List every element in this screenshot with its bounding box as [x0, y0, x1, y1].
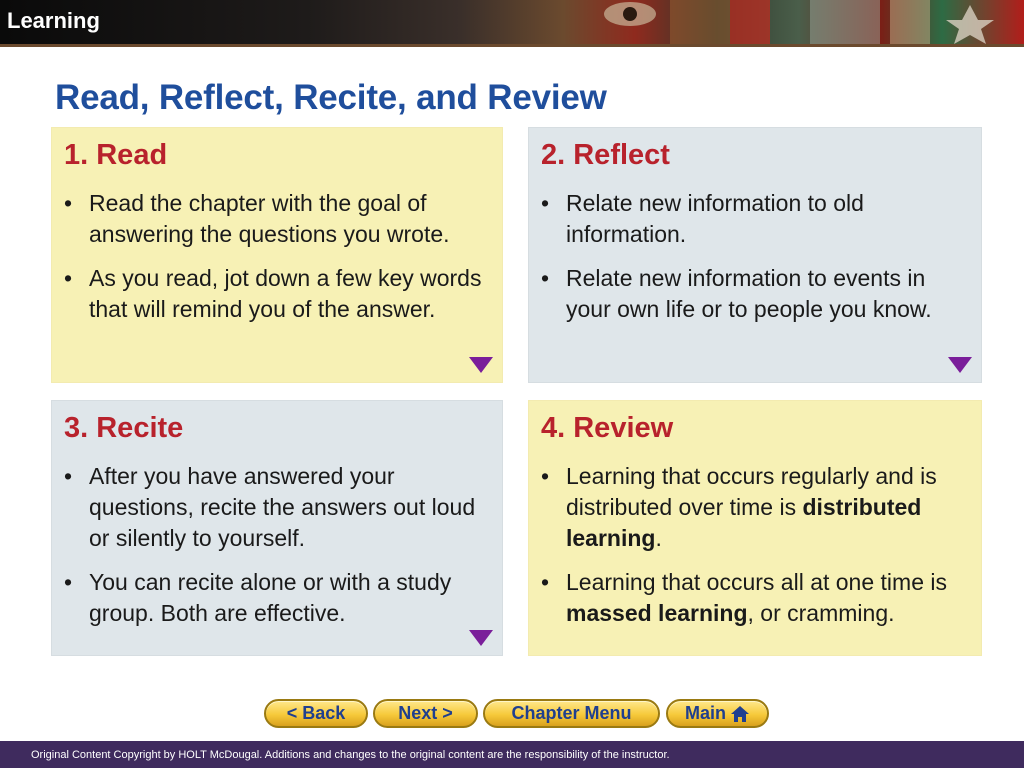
panel-read [51, 127, 503, 383]
list-item [541, 567, 969, 629]
bullet-text: As you read, jot down a few key words that will remind you of the answer. [89, 265, 482, 322]
bullet-marker: • [64, 265, 73, 291]
chapter-menu-button[interactable] [483, 699, 660, 728]
panel-heading: 4. Review [541, 412, 674, 444]
main-button[interactable] [666, 699, 769, 728]
bullet-text-end: . [655, 525, 662, 551]
bullet-text: Relate new information to events in your own life or to people you know. [566, 265, 932, 322]
back-button-label: < Back [286, 703, 346, 723]
bullet-marker: • [64, 463, 73, 489]
chapter-menu-label: Chapter Menu [511, 703, 632, 723]
list-item [64, 567, 490, 629]
bullet-list [541, 461, 969, 629]
bullet-text: Learning that occurs all at one time is [566, 569, 947, 595]
bullet-marker: • [64, 569, 73, 595]
panel-heading: 1. Read [64, 139, 168, 171]
bullet-list [64, 461, 490, 629]
page-title: Read, Reflect, Recite, and Review [55, 78, 607, 117]
bullet-list [541, 188, 969, 325]
bullet-text: You can recite alone or with a study group. Both are effective. [89, 569, 452, 626]
triangle-down-icon[interactable] [469, 357, 493, 373]
list-item [541, 263, 969, 325]
footer-bar [0, 741, 1024, 768]
list-item [64, 461, 490, 554]
triangle-down-icon[interactable] [469, 630, 493, 646]
panel-review [528, 400, 982, 656]
main-button-label: Main [684, 703, 726, 723]
bullet-text: Relate new information to old information. [566, 190, 864, 247]
back-button[interactable] [264, 699, 368, 728]
bullet-marker: • [541, 569, 550, 595]
header-divider [0, 44, 1024, 47]
next-button[interactable] [373, 699, 478, 728]
bullet-marker: • [541, 265, 550, 291]
bullet-text: Read the chapter with the goal of answering the questions you wrote. [89, 190, 450, 247]
header-title: Learning [7, 8, 100, 33]
list-item [541, 188, 969, 250]
list-item [541, 461, 969, 554]
key-term: massed learning [566, 600, 748, 626]
triangle-down-icon[interactable] [948, 357, 972, 373]
key-term: distributed learning [566, 494, 922, 551]
panel-reflect [528, 127, 982, 383]
bullet-marker: • [541, 190, 550, 216]
bullet-text: After you have answered your questions, recite the answers out loud or silently to yourself. [89, 463, 476, 551]
bullet-list [64, 188, 490, 325]
panel-recite [51, 400, 503, 656]
bullet-text: Learning that occurs regularly and is distributed over time is [566, 463, 937, 520]
copyright-text: Original Content Copyright by HOLT McDougal. Additions and changes to the original content are the responsibility of the instructor. [31, 749, 670, 761]
bullet-marker: • [541, 463, 550, 489]
bullet-text-end: , or cramming. [747, 600, 895, 626]
banner-collage-image [480, 0, 1024, 47]
next-button-label: Next > [398, 703, 453, 723]
list-item [64, 188, 490, 250]
header-banner [0, 0, 1024, 47]
list-item [64, 263, 490, 325]
home-icon [730, 705, 750, 723]
panel-heading: 2. Reflect [541, 139, 670, 171]
panel-heading: 3. Recite [64, 412, 184, 444]
bullet-marker: • [64, 190, 73, 216]
